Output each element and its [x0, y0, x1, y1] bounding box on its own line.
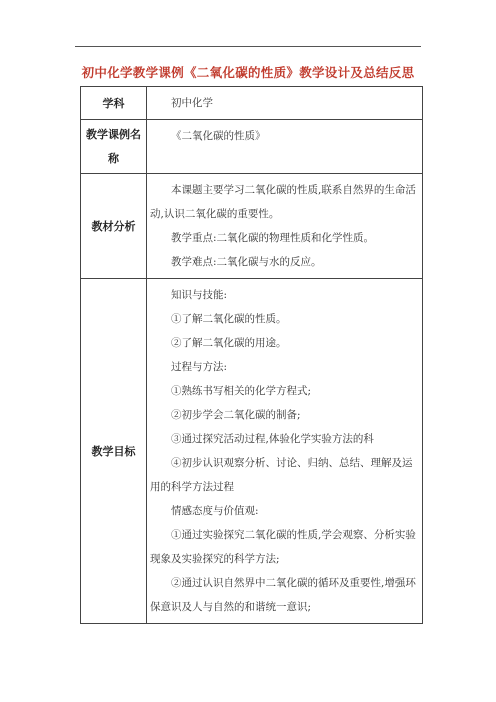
paragraph: ①熟练书写相关的化学方程式;	[171, 385, 312, 397]
document-title: 初中化学教学课例《二氧化碳的性质》教学设计及总结反思	[81, 65, 415, 80]
table-row	[81, 174, 423, 279]
lesson-plan-table	[80, 86, 423, 624]
row-content-subject	[147, 87, 423, 120]
paragraph: 过程与方法:	[171, 361, 228, 373]
row-content-teaching-goals	[147, 279, 423, 624]
row-label-subject: 学科	[81, 87, 147, 120]
row-label-material-analysis: 教材分析	[81, 174, 147, 279]
paragraph: 初中化学	[171, 97, 213, 109]
paragraph: 本课题主要学习二氧化碳的性质,联系自然界的生命活动,认识二氧化碳的重要性。	[150, 184, 416, 220]
paragraph: ③通过探究活动过程,体验化学实验方法的科	[171, 433, 374, 445]
paragraph: 情感态度与价值观:	[171, 505, 259, 517]
paragraph: ①了解二氧化碳的性质。	[171, 313, 287, 325]
row-label-course-name	[81, 120, 147, 174]
paragraph: 《二氧化碳的性质》	[171, 130, 266, 142]
paragraph: 教学重点:二氧化碳的物理性质和化学性质。	[171, 232, 375, 244]
paragraph: 知识与技能:	[171, 289, 228, 301]
paragraph: ②初步学会二氧化碳的制备;	[171, 409, 301, 421]
label-line: 称	[108, 151, 119, 165]
label-line: 教学课例名	[86, 127, 141, 141]
table-row	[81, 87, 423, 120]
paragraph: 教学难点:二氧化碳与水的反应。	[171, 256, 322, 268]
paragraph: ④初步认识观察分析、讨论、归纳、总结、理解及运用的科学方法过程	[150, 457, 413, 493]
row-label-teaching-goals: 教学目标	[81, 279, 147, 624]
table-row	[81, 120, 423, 174]
row-content-course-name	[147, 120, 423, 174]
table-row	[81, 279, 423, 624]
row-content-material-analysis	[147, 174, 423, 279]
paragraph: ②通过认识自然界中二氧化碳的循环及重要性,增强环保意识及人与自然的和谐统一意识;	[150, 577, 416, 613]
paragraph: ②了解二氧化碳的用途。	[171, 337, 287, 349]
paragraph: ①通过实验探究二氧化碳的性质,学会观察、分析实验现象及实验探究的科学方法;	[150, 529, 416, 565]
header-rule	[75, 46, 421, 47]
